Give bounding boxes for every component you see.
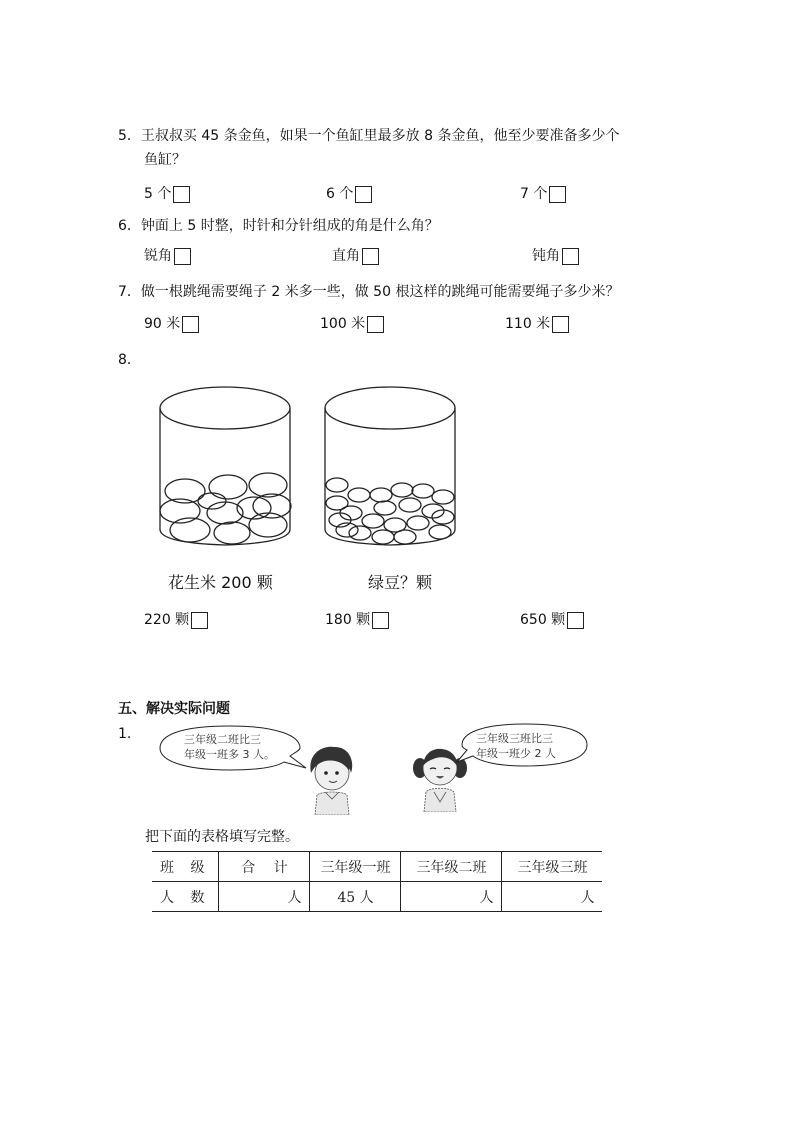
bubble-line: 年级一班多 3 人。 bbox=[184, 748, 275, 761]
table-header-row bbox=[152, 852, 602, 882]
option-q5-c[interactable] bbox=[520, 184, 566, 204]
option-q6-a[interactable] bbox=[144, 246, 191, 266]
question-number: 7． bbox=[118, 284, 141, 300]
peanut-jar-caption: 花生米 200 颗 bbox=[168, 573, 273, 592]
question-text: 钟面上 5 时整，时针和分针组成的角是什么角？ bbox=[140, 218, 439, 234]
table-instruction: 把下面的表格填写完整。 bbox=[145, 829, 299, 845]
answer-checkbox[interactable] bbox=[173, 186, 190, 203]
header-cell-total: 合 计 bbox=[219, 852, 310, 882]
option-q5-a[interactable] bbox=[144, 184, 190, 204]
answer-checkbox[interactable] bbox=[191, 612, 208, 629]
option-label: 180 颗 bbox=[325, 612, 371, 628]
option-q7-a[interactable] bbox=[144, 314, 199, 334]
section-title: 五、解决实际问题 bbox=[118, 701, 230, 717]
boy-bubble-text bbox=[184, 732, 275, 762]
bubble-line: 三年级三班比三 bbox=[476, 732, 553, 745]
answer-checkbox[interactable] bbox=[362, 248, 379, 265]
question-5-continuation: 鱼缸？ bbox=[144, 152, 186, 168]
answer-checkbox[interactable] bbox=[552, 316, 569, 333]
header-cell-class-2: 三年级二班 bbox=[401, 852, 502, 882]
option-label: 110 米 bbox=[505, 316, 551, 332]
question-6 bbox=[118, 216, 439, 236]
option-q6-b[interactable] bbox=[332, 246, 379, 266]
answer-checkbox[interactable] bbox=[355, 186, 372, 203]
option-label: 钝角 bbox=[532, 248, 560, 264]
question-number: 6． bbox=[118, 218, 141, 234]
option-q7-c[interactable] bbox=[505, 314, 569, 334]
peanut-jar-icon bbox=[160, 387, 291, 545]
header-cell-class-3: 三年级三班 bbox=[502, 852, 603, 882]
option-label: 7 个 bbox=[520, 186, 548, 202]
option-q8-b[interactable] bbox=[325, 610, 389, 630]
bubble-line: 年级一班少 2 人 bbox=[476, 747, 556, 760]
table-row bbox=[152, 882, 602, 912]
answer-checkbox[interactable] bbox=[562, 248, 579, 265]
question-8-number: 8． bbox=[118, 352, 141, 368]
answer-checkbox[interactable] bbox=[549, 186, 566, 203]
option-q8-c[interactable] bbox=[520, 610, 584, 630]
mung-bean-jar-caption: 绿豆？颗 bbox=[368, 573, 433, 592]
option-q5-b[interactable] bbox=[326, 184, 372, 204]
option-label: 100 米 bbox=[320, 316, 366, 332]
option-label: 直角 bbox=[332, 248, 360, 264]
answer-checkbox[interactable] bbox=[182, 316, 199, 333]
bubble-line: 三年级二班比三 bbox=[184, 733, 261, 746]
answer-checkbox[interactable] bbox=[367, 316, 384, 333]
option-q8-a[interactable] bbox=[144, 610, 208, 630]
option-label: 650 颗 bbox=[520, 612, 566, 628]
row-label-count: 人 数 bbox=[152, 882, 219, 912]
total-count-cell[interactable]: 人 bbox=[219, 882, 310, 912]
question-number: 5． bbox=[118, 128, 141, 144]
class-2-count-cell[interactable]: 人 bbox=[401, 882, 502, 912]
question-5 bbox=[118, 126, 619, 146]
header-cell-class: 班 级 bbox=[152, 852, 219, 882]
question-7 bbox=[118, 282, 619, 302]
girl-bubble-text bbox=[476, 731, 556, 761]
class-3-count-cell[interactable]: 人 bbox=[502, 882, 603, 912]
question-text: 做一根跳绳需要绳子 2 米多一些，做 50 根这样的跳绳可能需要绳子多少米？ bbox=[140, 284, 620, 300]
boy-character-icon bbox=[305, 743, 357, 815]
option-label: 220 颗 bbox=[144, 612, 190, 628]
answer-checkbox[interactable] bbox=[174, 248, 191, 265]
option-label: 锐角 bbox=[144, 248, 172, 264]
answer-checkbox[interactable] bbox=[372, 612, 389, 629]
class-1-count-cell: 45 人 bbox=[310, 882, 401, 912]
option-label: 5 个 bbox=[144, 186, 172, 202]
option-label: 6 个 bbox=[326, 186, 354, 202]
question-text: 王叔叔买 45 条金鱼，如果一个鱼缸里最多放 8 条金鱼，他至少要准备多少个 bbox=[140, 128, 620, 144]
mung-bean-jar-icon bbox=[325, 387, 455, 545]
answer-checkbox[interactable] bbox=[567, 612, 584, 629]
header-cell-class-1: 三年级一班 bbox=[310, 852, 401, 882]
class-count-table bbox=[152, 851, 602, 912]
option-q7-b[interactable] bbox=[320, 314, 384, 334]
jars-illustration bbox=[150, 375, 480, 555]
item-number: 1. bbox=[118, 726, 132, 742]
option-label: 90 米 bbox=[144, 316, 181, 332]
option-q6-c[interactable] bbox=[532, 246, 579, 266]
